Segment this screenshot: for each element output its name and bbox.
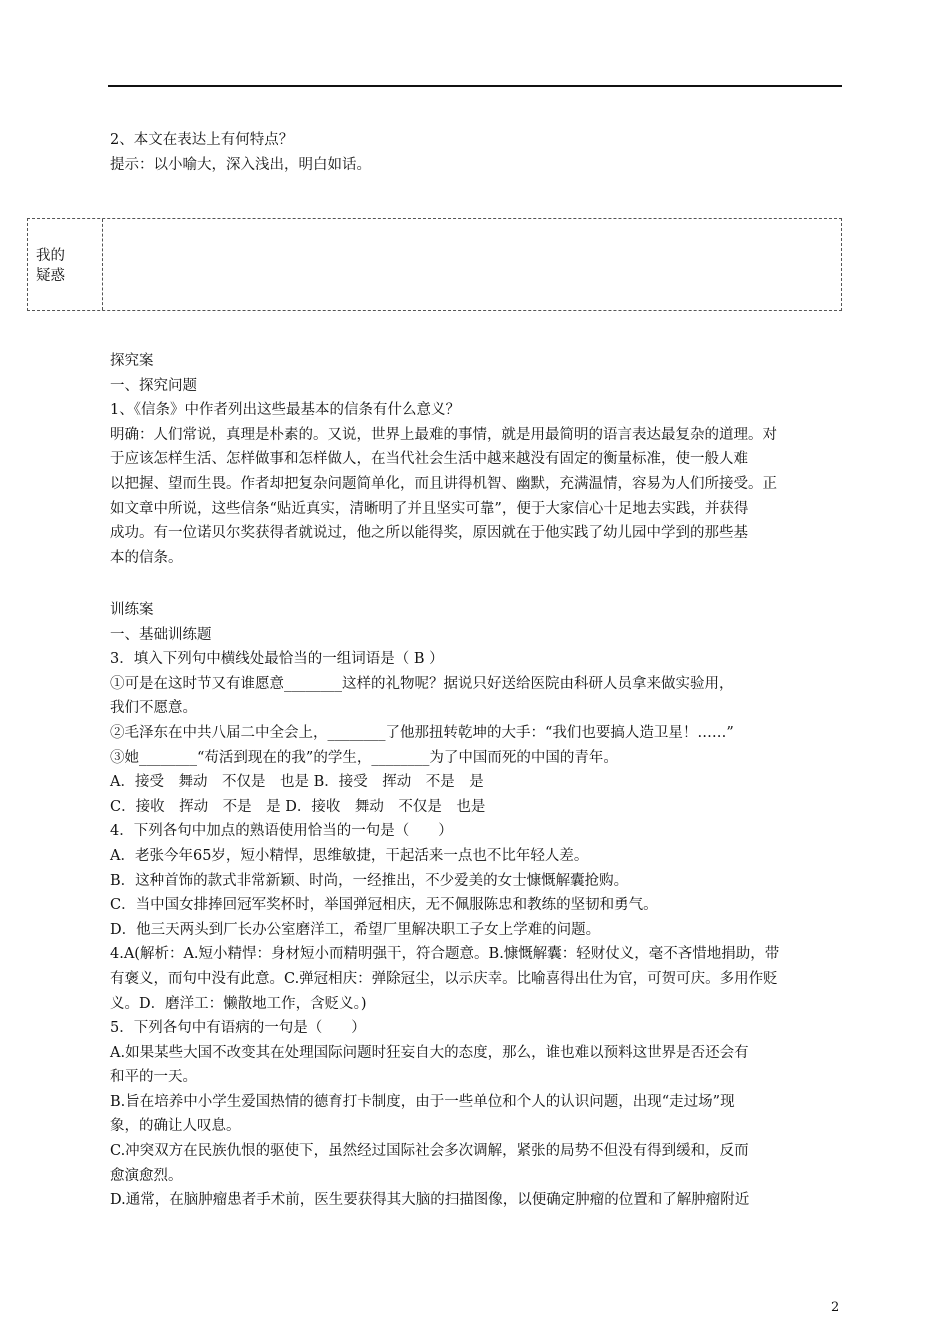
training-line: C．当中国女排捧回冠军奖杯时，举国弹冠相庆，无不佩服陈忠和教练的坚韧和勇气。 (110, 897, 658, 914)
training-line: ②毛泽东在中共八届二中全会上，________了他那扭转乾坤的大手：“我们也要搞人造卫星！……” (110, 724, 734, 741)
doubt-label-line1: 我的 (36, 248, 65, 264)
doubt-box (27, 218, 842, 311)
page-number: 2 (831, 1300, 840, 1315)
training-line: A．老张今年65岁，短小精悍，思维敏捷，干起活来一点也不比年轻人差。 (110, 847, 589, 864)
inquiry-answer-line: 明确：人们常说，真理是朴素的。又说，世界上最难的事情，就是用最简明的语言表达最复杂的道理。对 (110, 426, 777, 443)
training-line: 4．下列各句中加点的熟语使用恰当的一句是（ ） (110, 823, 453, 840)
training-section (110, 598, 845, 1213)
training-line: C．接收 挥动 不是 是 D．接收 舞动 不仅是 也是 (110, 798, 486, 815)
training-line: D．他三天两头到厂长办公室磨洋工，希望厂里解决职工子女上学难的问题。 (110, 921, 601, 938)
training-line: ①可是在这时节又有谁愿意________这样的礼物呢？据说只好送给医院由科研人员拿来做实验用， (110, 675, 734, 692)
training-line: C.冲突双方在民族仇恨的驱使下，虽然经过国际社会多次调解，紧张的局势不但没有得到缓和，反而 (110, 1143, 749, 1160)
training-line: 3．填入下列句中横线处最恰当的一组词语是（ B ） (110, 651, 444, 668)
inquiry-answer-line: 本的信条。 (110, 549, 183, 566)
training-line: 我们不愿意。 (110, 700, 197, 717)
training-line: 义。D．磨洋工：懒散地工作，含贬义。) (110, 995, 367, 1012)
inquiry-subheading: 一、探究问题 (110, 377, 197, 394)
training-line: 和平的一天。 (110, 1069, 197, 1086)
training-line: B．这种首饰的款式非常新颖、时尚，一经推出，不少爱美的女士慷慨解囊抢购。 (110, 872, 629, 889)
training-line: 4.A(解析：A.短小精悍：身材短小而精明强干，符合题意。B.慷慨解囊：轻财仗义，毫不吝惜地捐助，带 (110, 946, 780, 963)
inquiry-section (110, 349, 845, 570)
question-2-section (110, 128, 845, 177)
inquiry-question: 1、《信条》中作者列出这些最基本的信条有什么意义？ (110, 402, 460, 419)
training-subheading: 一、基础训练题 (110, 626, 212, 643)
training-line: 愈演愈烈。 (110, 1167, 183, 1184)
question-2-hint: 提示：以小喻大，深入浅出，明白如话。 (110, 156, 371, 173)
training-line: ③她________“苟活到现在的我”的学生，________为了中国而死的中国的青年。 (110, 749, 618, 766)
doubt-label-line2: 疑惑 (36, 268, 65, 284)
training-line: A．接受 舞动 不仅是 也是 B．接受 挥动 不是 是 (110, 774, 484, 791)
header-rule (108, 85, 842, 87)
inquiry-answer-line: 以把握、望而生畏。作者却把复杂问题简单化，而且讲得机智、幽默，充满温情，容易为人们所接受。正 (110, 475, 777, 492)
training-line: 象，的确让人叹息。 (110, 1118, 241, 1135)
training-line: D.通常，在脑肿瘤患者手术前，医生要获得其大脑的扫描图像，以便确定肿瘤的位置和了解肿瘤附近 (110, 1192, 750, 1209)
training-line: B.旨在培养中小学生爱国热情的德育打卡制度，由于一些单位和个人的认识问题，出现“走过场”现 (110, 1093, 735, 1110)
question-2: 2、本文在表达上有何特点？ (110, 132, 294, 148)
inquiry-answer-line: 成功。有一位诺贝尔奖获得者就说过，他之所以能得奖，原因就在于他实践了幼儿园中学到的那些基 (110, 525, 748, 542)
inquiry-answer-line: 于应该怎样生活、怎样做事和怎样做人，在当代社会生活中越来越没有固定的衡量标准，使一般人难 (110, 451, 748, 468)
training-line: 5．下列各句中有语病的一句是（ ） (110, 1020, 366, 1037)
training-line: A.如果某些大国不改变其在处理国际问题时狂妄自大的态度，那么，谁也难以预料这世界是否还会有 (110, 1044, 749, 1061)
inquiry-heading: 探究案 (110, 353, 154, 369)
doubt-label (28, 219, 103, 310)
doubt-write-area[interactable] (103, 219, 841, 310)
training-line: 有褒义，而句中没有此意。C.弹冠相庆：弹除冠尘，以示庆幸。比喻喜得出仕为官，可贺可庆。多用作贬 (110, 970, 778, 987)
training-heading: 训练案 (110, 602, 154, 618)
inquiry-answer-line: 如文章中所说，这些信条“贴近真实，清晰明了并且坚实可靠”，便于大家信心十足地去实践，并获得 (110, 500, 749, 517)
